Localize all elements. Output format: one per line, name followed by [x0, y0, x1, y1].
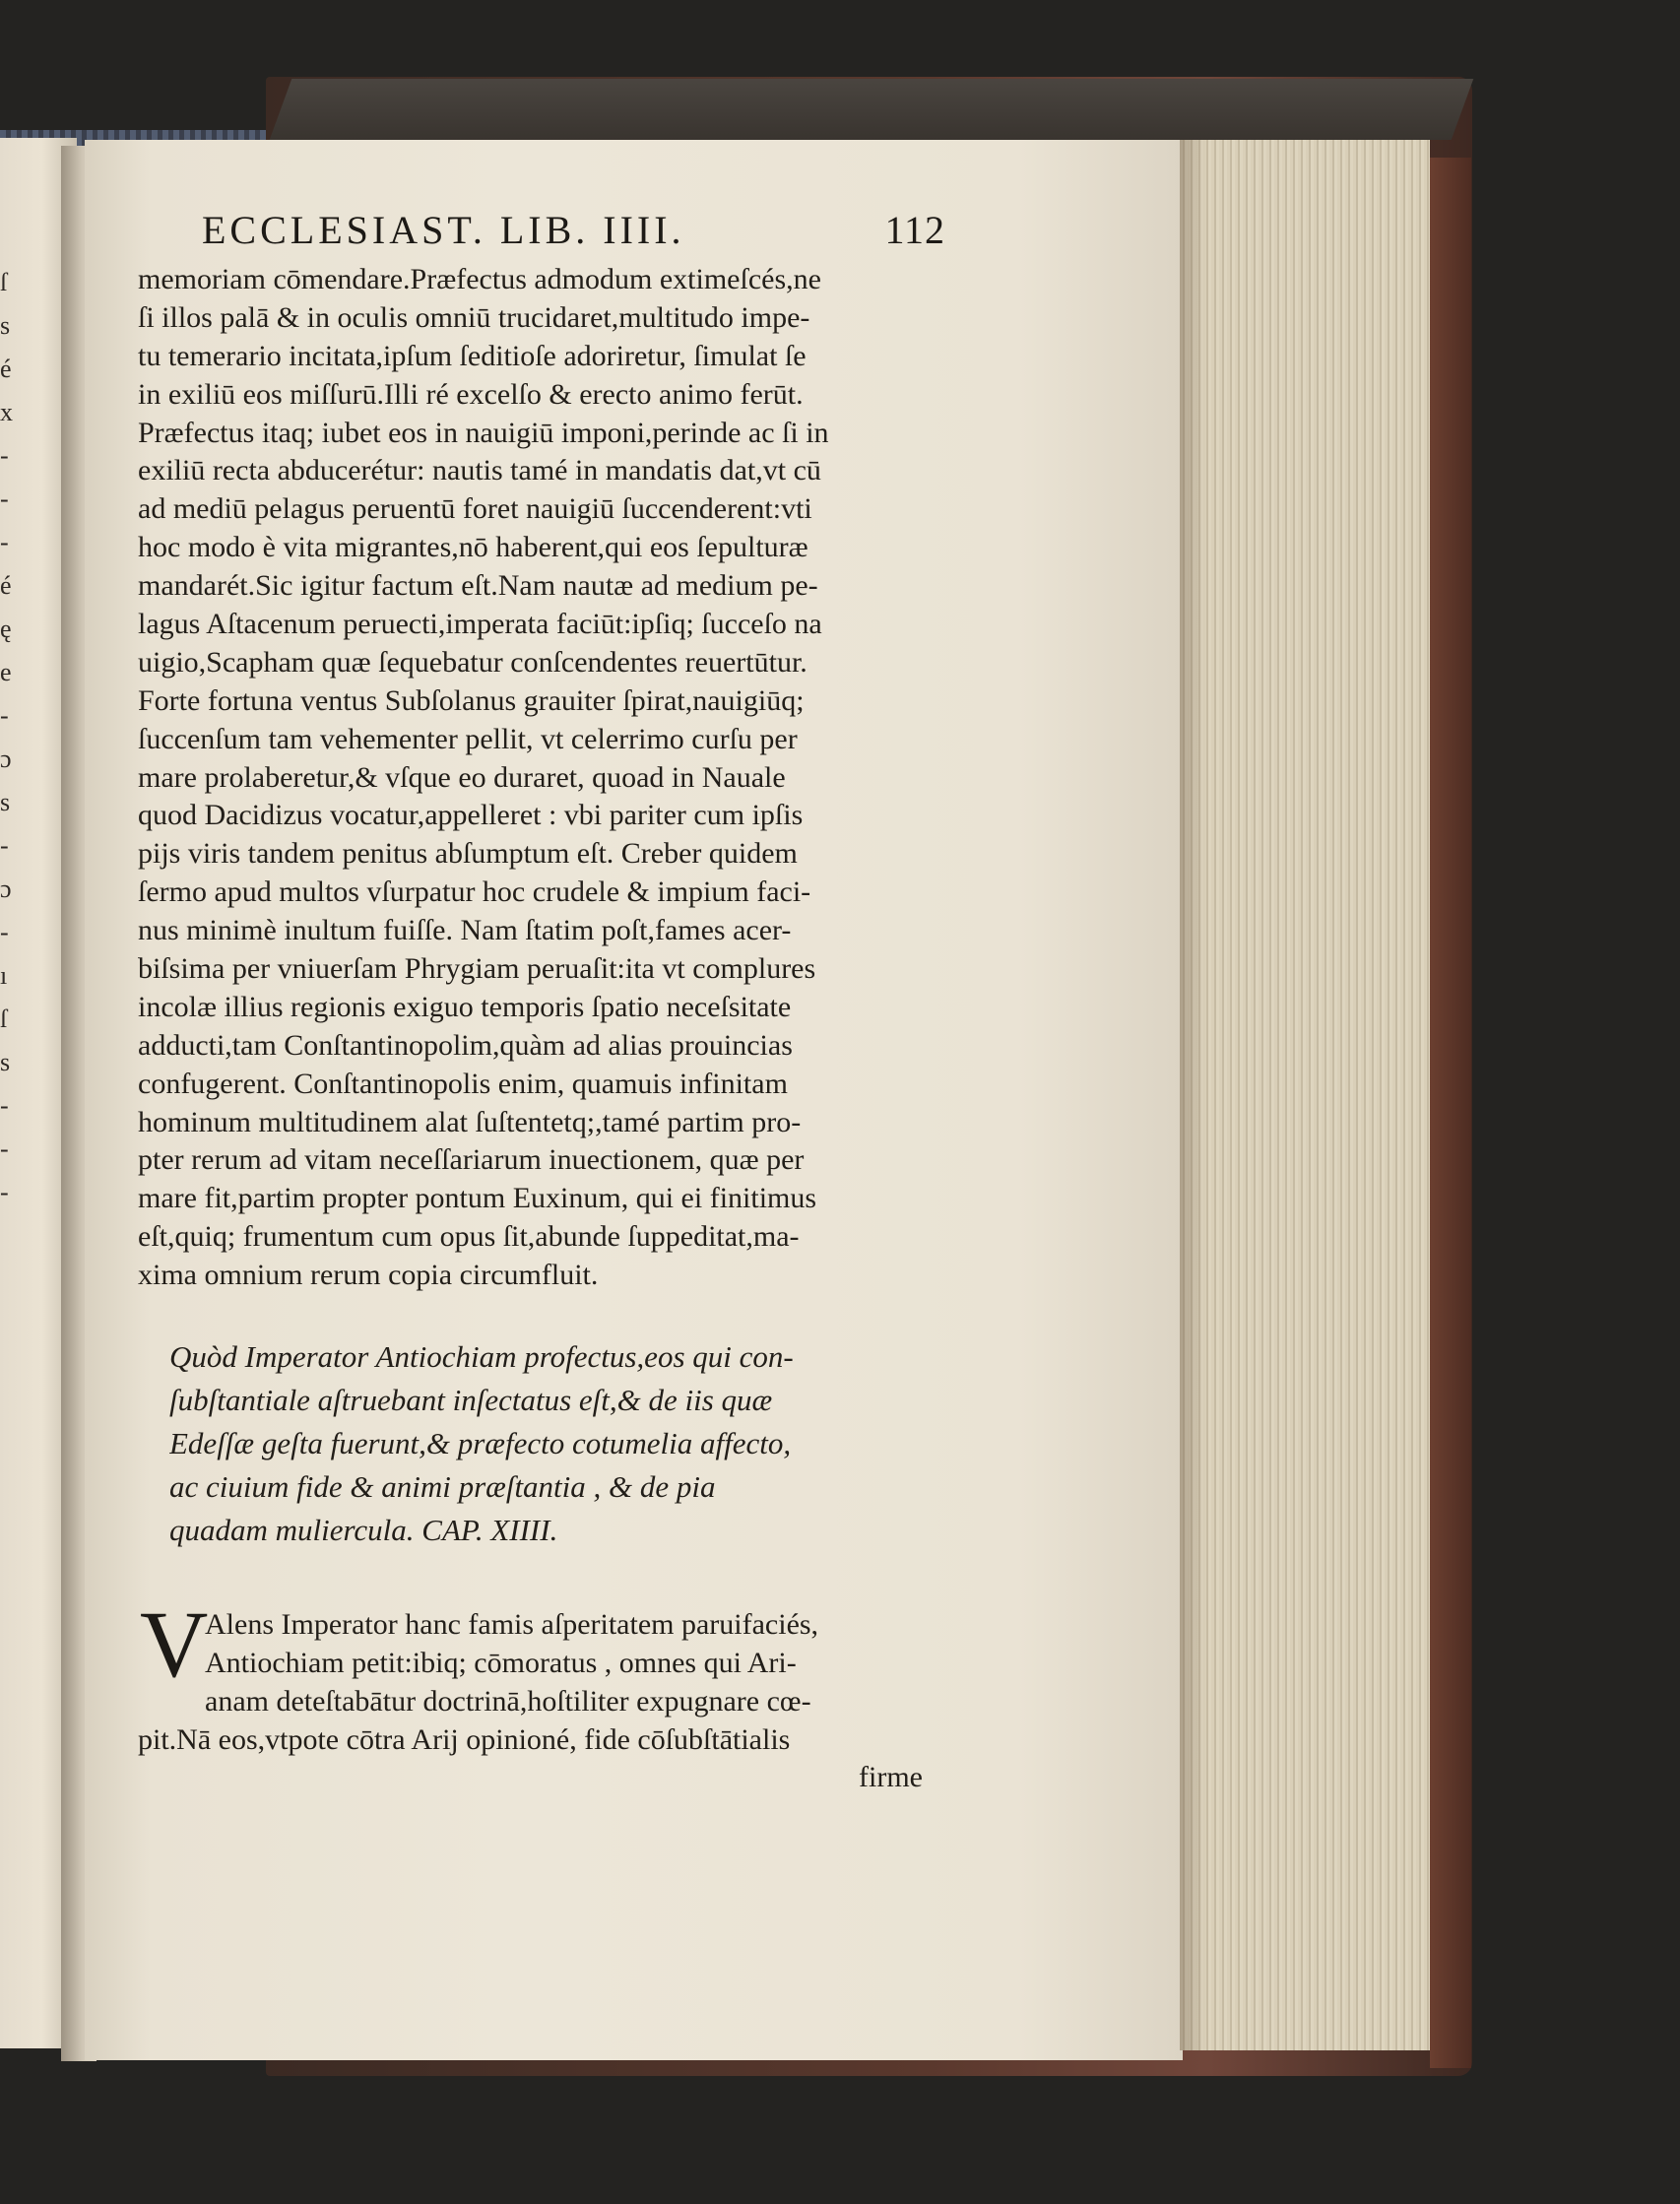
text-line: incolæ illius regionis exiguo temporis ſpatio neceſsitate [138, 990, 792, 1023]
running-head-title: ECCLESIAST. LIB. IIII. [202, 208, 685, 252]
left-page-glyph: - [0, 918, 9, 946]
text-line: confugerent. Conſtantinopolis enim, quamuis infinitam [138, 1067, 788, 1100]
running-head [202, 207, 945, 256]
left-page-glyphs [0, 261, 30, 1214]
left-page-glyph: ɔ [0, 745, 12, 773]
left-page-glyph: ſ [0, 268, 8, 296]
body-text-block [138, 261, 945, 1295]
text-line: hoc modo è vita migrantes,nō haberent,qui eos ſepulturæ [138, 531, 808, 564]
text-line: ſi illos palā & in oculis omniū trucidaret,multitudo impe- [138, 300, 810, 334]
drop-initial: V [140, 1591, 209, 1697]
left-page-glyph: ę [0, 615, 12, 643]
text-line: pter rerum ad vitam neceſſariarum inuectionem, quæ per [138, 1143, 805, 1177]
text-line: tu temerario incitata,ipſum ſeditioſe adoriretur, ſimulat ſe [138, 339, 807, 372]
left-page-glyph: - [0, 441, 9, 470]
text-line: mandarét.Sic igitur factum eſt.Nam nautæ ad medium pe- [138, 569, 818, 603]
chapter-body-text [138, 1605, 947, 1759]
fore-edge-shadow [1180, 140, 1205, 2050]
left-page-glyph: s [0, 788, 11, 816]
chapter-heading-line: Quòd Imperator Antiochiam profectus,eos qui con- [169, 1339, 794, 1374]
chapter-heading [169, 1335, 947, 1552]
left-page-glyph: - [0, 1091, 9, 1120]
chapter-body-line: Antiochiam petit:ibiq; cōmoratus , omnes qui Ari- [205, 1647, 797, 1679]
text-line: biſsima per vniuerſam Phrygiam peruaſit:ita vt complures [138, 952, 816, 986]
catchword: firme [859, 1761, 923, 1793]
left-page-glyph: - [0, 485, 9, 513]
chapter-heading-line: ſubſtantiale aſtruebant inſectatus eſt,& de iis quæ [169, 1383, 773, 1417]
text-line: Forte fortuna ventus Subſolanus grauiter ſpirat,nauigiūq; [138, 683, 805, 717]
text-line: pijs viris tandem penitus abſumptum eſt. Creber quidem [138, 837, 798, 871]
left-page-glyph: s [0, 1048, 11, 1076]
left-page-glyph: s [0, 311, 11, 340]
text-line: uigio,Scapham quæ ſequebatur conſcendentes reuertūtur. [138, 645, 808, 679]
text-line: eſt,quiq; frumentum cum opus ſit,abunde ſuppeditat,ma- [138, 1220, 800, 1254]
text-line: in exiliū eos miſſurū.Illi ré excelſo & erecto animo ferūt. [138, 377, 804, 411]
text-line: adducti,tam Conſtantinopolim,quàm ad alias prouincias [138, 1028, 793, 1062]
text-line: quod Dacidizus vocatur,appelleret : vbi pariter cum ipſis [138, 799, 804, 832]
left-page-glyph: - [0, 1178, 9, 1206]
text-line: Præfectus itaq; iubet eos in nauigiū imponi,perinde ac ſi in [138, 416, 829, 449]
text-line: ſermo apud multos vſurpatur hoc crudele & impium faci- [138, 875, 811, 909]
left-page-glyph: ɔ [0, 875, 12, 903]
chapter-body-line: Alens Imperator hanc famis aſperitatem paruifaciés, [205, 1608, 819, 1641]
left-page-glyph: - [0, 1134, 9, 1163]
left-page-glyph: x [0, 398, 13, 426]
left-page-glyph: - [0, 701, 9, 730]
chapter-body-line: anam deteſtabātur doctrinā,hoſtiliter expugnare cœ- [205, 1685, 811, 1718]
left-page-glyph: ı [0, 961, 8, 990]
text-line: nus minimè inultum fuiſſe. Nam ſtatim poſt,fames acer- [138, 914, 792, 947]
left-page-glyph: - [0, 831, 9, 860]
left-page-glyph: é [0, 571, 12, 600]
text-line: mare prolaberetur,& vſque eo duraret, quoad in Nauale [138, 760, 786, 794]
left-page-glyph: e [0, 658, 12, 686]
text-line: memoriam cōmendare.Præfectus admodum extimeſcés,ne [138, 263, 821, 295]
text-line: xima omnium rerum copia circumfluit. [138, 1259, 599, 1292]
text-line: hominum multitudinem alat ſuſtentetq;,tamé partim pro- [138, 1105, 802, 1138]
chapter-heading-line: Edeſſæ geſta fuerunt,& præfecto cotumelia affecto, [169, 1426, 792, 1460]
left-page-glyph: ſ [0, 1005, 8, 1033]
chapter-heading-line: ac ciuium fide & animi præſtantia , & de pia [169, 1469, 716, 1504]
back-board [1430, 158, 1471, 2068]
text-line: ad mediū pelagus peruentū foret nauigiū ſuccenderent:vti [138, 492, 812, 526]
folio-number: 112 [884, 208, 945, 252]
text-line: exiliū recta abducerétur: nautis tamé in mandatis dat,vt cū [138, 454, 821, 487]
page-fore-edge [1180, 140, 1430, 2050]
text-line: mare fit,partim propter pontum Euxinum, qui ei finitimus [138, 1182, 817, 1215]
chapter-body-line: pit.Nā eos,vtpote cōtra Arij opinioné, fide cōſubſtātialis [138, 1723, 791, 1756]
left-page-glyph: é [0, 355, 12, 383]
left-page-glyph: - [0, 528, 9, 556]
text-line: lagus Aſtacenum peruecti,imperata faciūt:ipſiq; ſucceſo na [138, 608, 822, 641]
text-line: ſuccenſum tam vehementer pellit, vt celerrimo curſu per [138, 722, 798, 755]
book-top-board [270, 79, 1474, 140]
chapter-heading-line: quadam muliercula. CAP. XIIII. [169, 1513, 558, 1547]
